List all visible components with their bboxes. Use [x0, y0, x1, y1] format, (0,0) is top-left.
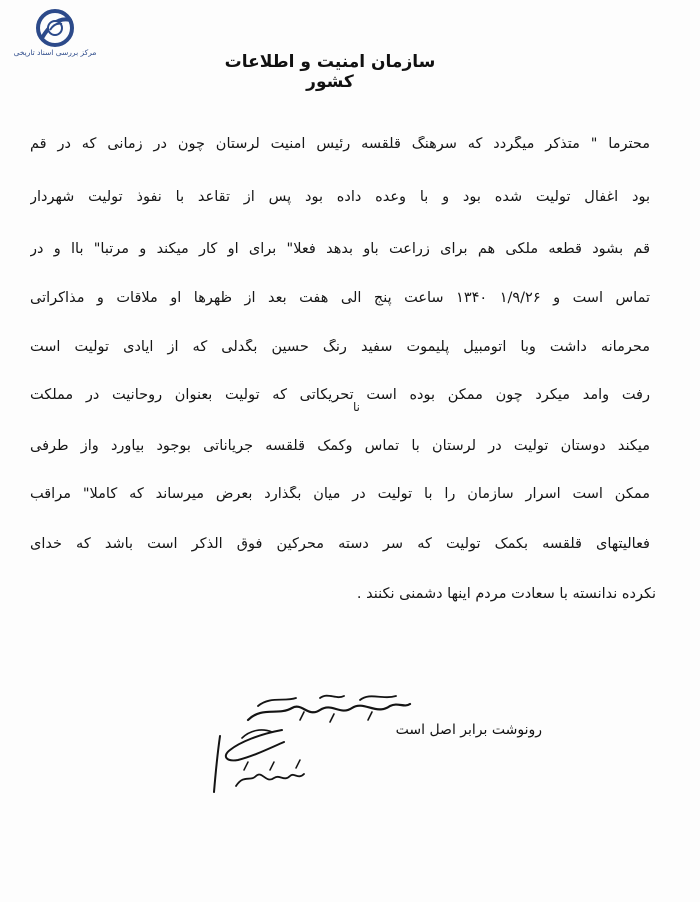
body-line: محرمانه داشت وبا اتومبیل پلیموت سفید رنگ حسین بگدلی که از ایادی تولیت است — [30, 339, 650, 355]
archive-logo — [10, 8, 100, 66]
archive-logo-caption: مرکز بررسی اسناد تاریخی — [13, 48, 97, 57]
body-line: محترما " متذکر میگردد که سرهنگ قلقسه رئیس امنیت لرستان چون در زمانی که در قم — [30, 136, 650, 152]
insertion-mark: نا — [353, 400, 360, 414]
certification-text: رونوشت برابر اصل است — [395, 722, 542, 738]
body-line: میکند دوستان تولیت در لرستان با تماس وکمک قلقسه جریاناتی بوجود بیاورد واز طرفی — [30, 438, 650, 454]
body-line: نکرده ندانسته با سعادت مردم اینها دشمنی نکنند . — [356, 586, 656, 602]
body-line: تماس است و ۱/۹/۲۶ ۱۳۴۰ ساعت پنج الی هفت بعد از ظهرها او ملاقات و مذاکراتی — [30, 290, 650, 306]
body-line: فعالیتهای قلقسه بکمک تولیت که سر دسته محرکین فوق الذکر است باشد که خدای — [30, 536, 650, 552]
handwritten-signature — [200, 690, 415, 800]
body-line: قم بشود قطعه ملکی هم برای زراعت باو بدهد فعلا" برای او کار میکند و مرتبا" باا و در — [30, 241, 650, 257]
body-line: رفت وآمد میکرد چون ممکن بوده است تحریکاتی که تولیت بعنوان روحانیت در مملکت — [30, 387, 650, 403]
document-header: سازمان امنیت و اطلاعات کشور — [224, 52, 436, 92]
archive-emblem-icon — [32, 8, 78, 48]
body-line: بود اغفال تولیت شده بود و با وعده داده بود پس از تقاعد با نفوذ تولیت شهردار — [30, 189, 650, 205]
body-line: ممکن است اسرار سازمان را با تولیت در میان بگذارد بعرض میرساند که کاملا" مراقب — [30, 486, 650, 502]
